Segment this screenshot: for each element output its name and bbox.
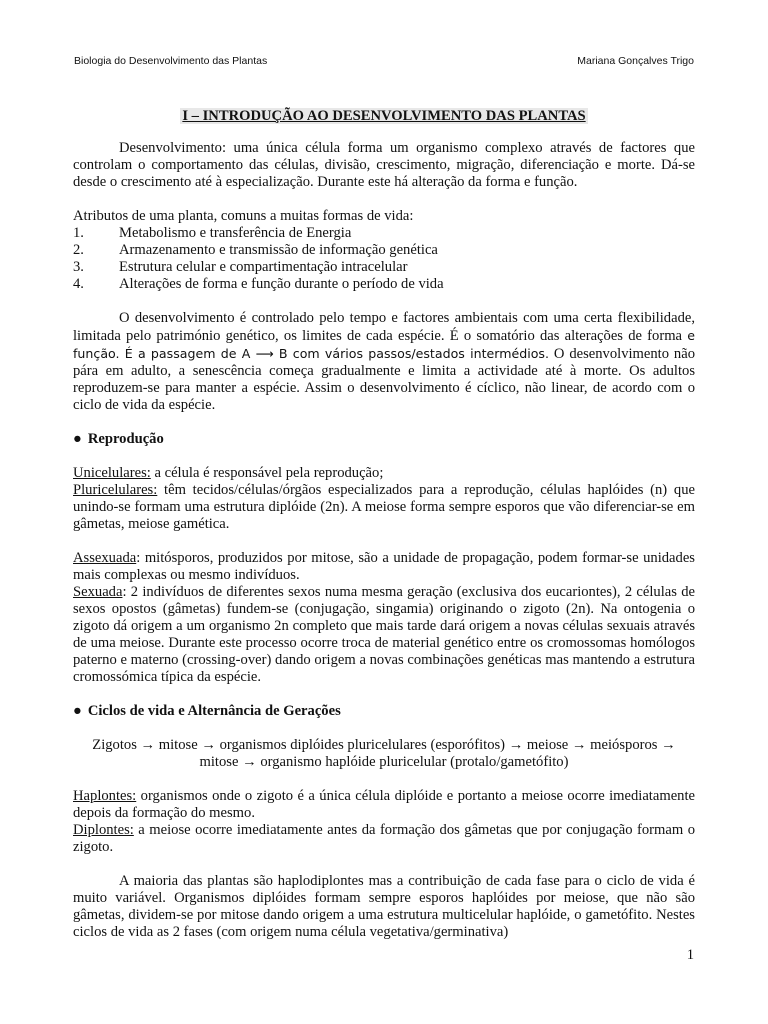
closing-paragraph: A maioria das plantas são haplodiplontes mas a contribuição de cada fase para o ciclo de vida é muito variável. Organismos diplóides formam sempre esporos haplóides por meiose, que não são gâmetas, dividem-se por mitose dando origem a uma estrutura multicelular haplóide, o gametófito. Nestes ciclos de vida as 2 fases (com origem numa célula vegetativa/germinativa): [73, 873, 695, 940]
diplonts-paragraph: [73, 822, 695, 856]
bullet-icon: ●: [73, 703, 82, 719]
development-text-3: O desenvolvimento não pára em adulto, a senescência começa gradualmente e limita a actividade até à morte. Os adultos reproduzem-se para manter a espécie. Assim o desenvolvimento é cíclico, não linear, de acordo com o ciclo de vida da espécie.: [73, 346, 695, 413]
life-cycle-flow-line-2: mitose → organismo haplóide pluricelular (protalo/gametófito): [199, 754, 569, 770]
attributes-lead: Atributos de uma planta, comuns a muitas formas de vida:: [73, 208, 414, 224]
unicellular-text: a célula é responsável pela reprodução;: [150, 465, 384, 481]
asexual-text: : mitósporos, produzidos por mitose, são a unidade de propagação, podem formar-se unidades mais complexas ou mesmo indivíduos.: [73, 550, 695, 583]
sexual-term: Sexuada: [73, 584, 123, 600]
running-header: [74, 55, 694, 67]
life-cycles-heading: [73, 703, 695, 720]
haplonts-text: organismos onde o zigoto é a única célula diplóide e portanto a meiose ocorre imediatamente depois da formação do mesmo.: [73, 788, 695, 821]
pluricellular-text: têm tecidos/células/órgãos especializados para a reprodução, células haplóides (n) que unindo-se formam uma estrutura diplóide (2n). A meiose forma sempre esporos que vão diferenciar-se em gâmetas, meiose gamética.: [73, 482, 695, 532]
unicellular-term: Unicelulares:: [73, 465, 151, 481]
list-item: [73, 259, 695, 276]
unicellular-paragraph: [73, 465, 695, 482]
list-item: [73, 242, 695, 259]
sexual-paragraph: [73, 584, 695, 686]
chapter-title: [73, 108, 695, 125]
intro-paragraph: Desenvolvimento: uma única célula forma um organismo complexo através de factores que controlam o comportamento das células, divisão, crescimento, migração, diferenciação e morte. Dá-se desde o crescimento até à especialização. Durante este há alteração da forma e função.: [73, 140, 695, 190]
asexual-paragraph: [73, 550, 695, 584]
list-item-text: Estrutura celular e compartimentação intracelular: [119, 259, 408, 275]
sexual-text: : 2 indivíduos de diferentes sexos numa mesma geração (exclusiva dos eucariontes), 2 células de sexos opostos (gâmetas) fundem-se (conjugação, singamia) originando o zigoto (2n). Na ontogenia o zigoto dá origem a um organismo 2n completo que mais tarde dará origem a novas células sexuais através de uma meiose. Durante este processo ocorre troca de material genético entre os cromossomas homólogos paterno e materno (crossing-over) dando origem a novas combinações genéticas mas mantendo a estrutura cromossómica típica da espécie.: [73, 584, 695, 685]
header-author: Mariana Gonçalves Trigo: [577, 55, 694, 67]
list-item: [73, 225, 695, 242]
diplonts-term: Diplontes:: [73, 822, 134, 838]
list-item-text: Metabolismo e transferência de Energia: [119, 225, 352, 241]
page-number: 1: [686, 947, 694, 963]
attributes-list: [73, 225, 695, 293]
development-text-1: O desenvolvimento é controlado pelo tempo e factores ambientais com uma certa flexibilidade, limitada pelo património genético, os limites de cada espécie. É o somatório das alterações de forma: [73, 310, 695, 344]
header-course-title: Biologia do Desenvolvimento das Plantas: [74, 55, 268, 67]
reproduction-heading-text: Reprodução: [87, 431, 164, 447]
asexual-term: Assexuada: [73, 550, 137, 566]
list-item-number: 2.: [73, 242, 84, 258]
list-item: [73, 276, 695, 293]
list-item-number: 1.: [73, 225, 84, 241]
bullet-icon: ●: [73, 431, 82, 447]
reproduction-heading: [73, 431, 695, 448]
life-cycles-heading-text: Ciclos de vida e Alternância de Gerações: [87, 703, 341, 719]
list-item-text: Armazenamento e transmissão de informação genética: [119, 242, 438, 258]
document-body: [73, 108, 695, 941]
life-cycle-flow-line-1: Zigotos → mitose → organismos diplóides pluricelulares (esporófitos) → meiose → meiósporos →: [92, 737, 676, 753]
haplonts-term: Haplontes:: [73, 788, 137, 804]
haplonts-paragraph: [73, 788, 695, 822]
list-item-number: 3.: [73, 259, 84, 275]
list-item-text: Alterações de forma e função durante o período de vida: [119, 276, 444, 292]
development-paragraph: [73, 310, 695, 414]
list-item-number: 4.: [73, 276, 84, 292]
pluricellular-paragraph: [73, 482, 695, 533]
chapter-title-text: I – INTRODUÇÃO AO DESENVOLVIMENTO DAS PLANTAS: [182, 108, 586, 124]
diplonts-text: a meiose ocorre imediatamente antes da formação dos gâmetas que por conjugação formam o zigoto.: [73, 822, 695, 855]
development-text-2: e função. É a passagem de A ⟶ B com vários passos/estados intermédios.: [73, 328, 695, 361]
pluricellular-term: Pluricelulares:: [73, 482, 158, 498]
life-cycle-flow: [73, 737, 695, 771]
